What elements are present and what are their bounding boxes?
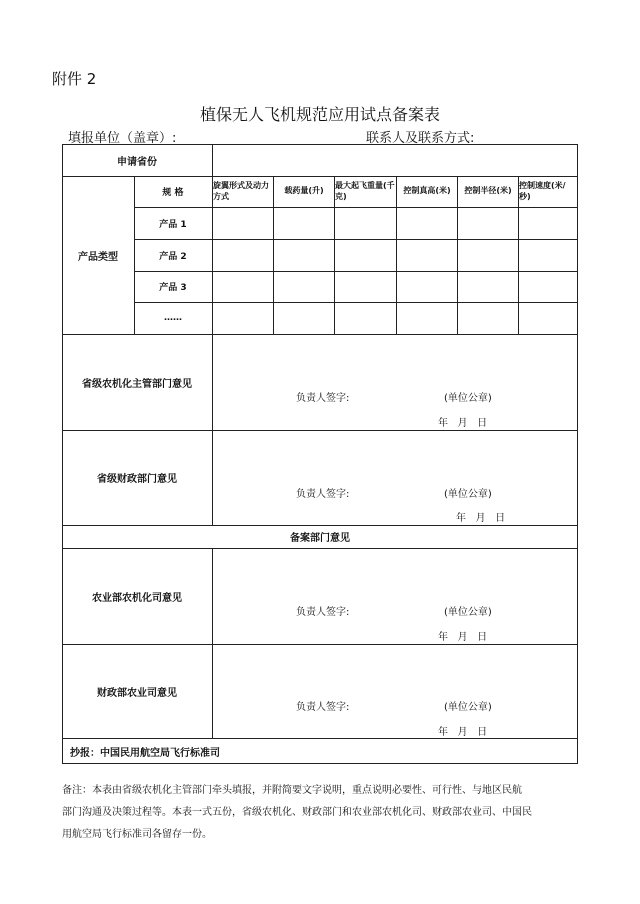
spec-label: 规 格 <box>162 188 184 198</box>
spec-col-max-weight: 最大起飞重量(千克) <box>335 181 395 201</box>
date-label: 年 月 日 <box>438 727 488 738</box>
seal-label: (单位公章) <box>444 489 492 500</box>
signer-label: 负责人签字: <box>296 489 350 500</box>
product-row-label: …… <box>164 313 182 323</box>
provincial-agri-opinion-label: 省级农机化主管部门意见 <box>82 378 192 390</box>
footnote-line: 备注：本表由省级农机化主管部门牵头填报，并附简要文字说明，重点说明必要性、可行性、与地区民航 <box>62 785 522 796</box>
spec-col-altitude: 控制真高(米) <box>403 186 451 196</box>
signer-label: 负责人签字: <box>296 393 350 404</box>
seal-label: (单位公章) <box>444 393 492 404</box>
product-row-label: 产品 2 <box>159 251 187 262</box>
date-label: 年 月 日 <box>438 418 488 429</box>
province-label: 申请省份 <box>117 156 157 168</box>
footnote <box>62 780 586 846</box>
spec-col-radius: 控制半径(米) <box>464 186 512 196</box>
spec-col-rotor: 旋翼形式及动力方式 <box>213 181 269 201</box>
col-divider <box>212 334 213 525</box>
province-field[interactable] <box>213 145 577 176</box>
seal-label: (单位公章) <box>444 702 492 713</box>
contact-label: 联系人及联系方式: <box>366 131 475 146</box>
signer-label: 负责人签字: <box>296 702 350 713</box>
footnote-line: 用航空局飞行标准司各留存一份。 <box>62 829 212 840</box>
signer-label: 负责人签字: <box>296 607 350 618</box>
col-divider <box>212 548 213 738</box>
form-title: 植保无人飞机规范应用试点备案表 <box>199 105 440 124</box>
attachment-label: 附件 2 <box>52 70 97 88</box>
fill-unit-label: 填报单位（盖章）: <box>68 131 177 146</box>
seal-label: (单位公章) <box>444 607 492 618</box>
mof-agriculture-opinion-label: 财政部农业司意见 <box>97 687 177 699</box>
product-type-label: 产品类型 <box>78 251 118 263</box>
provincial-finance-opinion-label: 省级财政部门意见 <box>97 474 177 485</box>
footnote-line: 部门沟通及决策过程等。本表一式五份，省级农机化、财政部门和农业部农机化司、财政部农业司、中国民 <box>62 807 532 818</box>
spec-col-speed: 控制速度(米/秒) <box>519 181 566 201</box>
date-label: 年 月 日 <box>456 513 506 524</box>
spec-col-payload: 载药量(升) <box>284 186 324 196</box>
date-label: 年 月 日 <box>438 632 488 643</box>
moa-mechanization-opinion-label: 农业部农机化司意见 <box>92 592 182 604</box>
cc-line: 抄报：中国民用航空局飞行标准司 <box>70 747 220 759</box>
product-row-label: 产品 3 <box>159 283 187 293</box>
filing-dept-header: 备案部门意见 <box>290 533 350 544</box>
product-row-label: 产品 1 <box>159 219 187 230</box>
